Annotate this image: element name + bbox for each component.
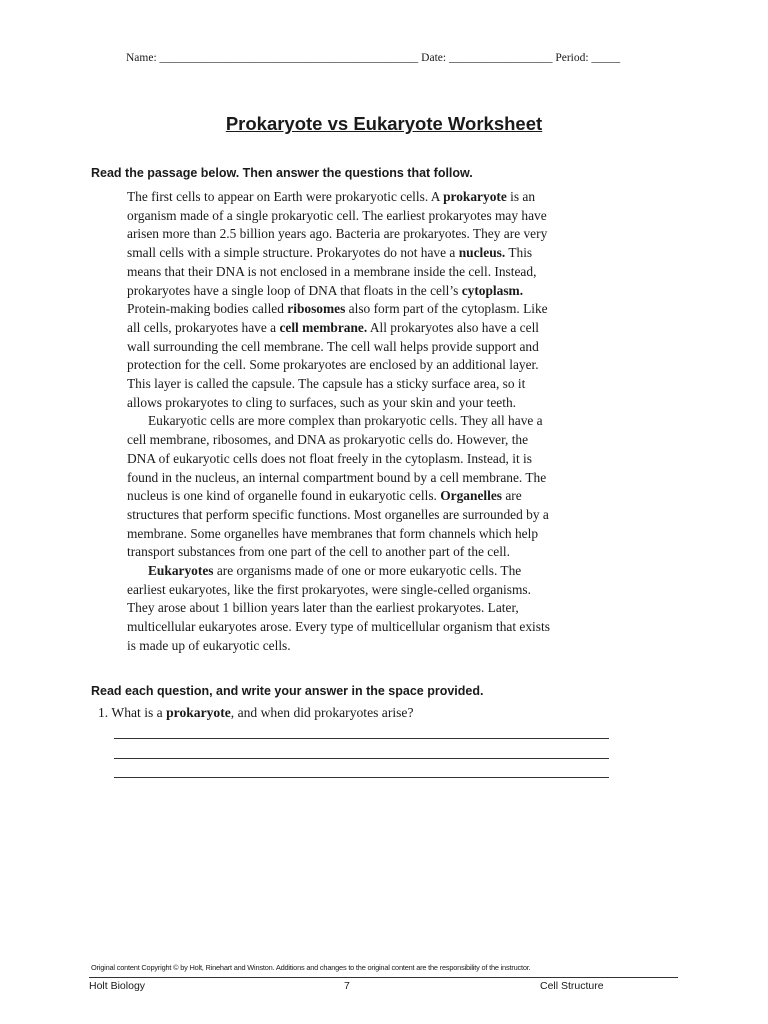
- copyright-notice: Original content Copyright © by Holt, Rinehart and Winston. Additions and changes to the original content are the responsibility of the instructor.: [91, 963, 531, 972]
- passage-text: This layer is called the capsule. The capsule has a sticky surface area, so it: [127, 376, 526, 392]
- passage-text: also form part of the cytoplasm. Like: [345, 301, 548, 317]
- passage-text: is an: [506, 189, 536, 204]
- passage-text: Protein-making bodies called: [127, 301, 288, 317]
- passage-text: DNA of eukaryotic cells does not float freely in the cytoplasm. Instead, it is: [127, 450, 532, 466]
- passage-line: [127, 319, 627, 338]
- passage-line: [127, 506, 627, 525]
- reading-passage: [127, 188, 627, 656]
- footer-publication: Holt Biology: [89, 980, 146, 992]
- passage-line: [127, 412, 627, 431]
- passage-line: [127, 487, 627, 506]
- passage-line: [127, 188, 627, 207]
- passage-line: [127, 207, 627, 226]
- passage-text: This: [505, 245, 533, 261]
- passage-text: organism made of a single prokaryotic cell. The earliest prokaryotes may have: [127, 207, 547, 223]
- passage-line: [127, 543, 627, 562]
- passage-text: nucleus is one kind of organelle found in eukaryotic cells.: [127, 488, 441, 504]
- passage-text: prokaryotes have a single loop of DNA that floats in the cell’s: [127, 282, 462, 298]
- date-label: Date:: [421, 52, 447, 64]
- passage-text: multicellular eukaryotes arose. Every type of multicellular organism that exists: [127, 619, 550, 635]
- passage-line: [127, 263, 627, 282]
- student-info-header: [126, 52, 646, 64]
- paragraph-eukaryotic-cells: [127, 412, 627, 562]
- passage-text: membrane. Some organelles have membranes that form channels which help: [127, 525, 539, 541]
- passage-text: protection for the cell. Some prokaryotes are enclosed by an additional layer.: [127, 357, 539, 373]
- footer-chapter: Cell Structure: [540, 980, 604, 992]
- name-label: Name:: [126, 52, 157, 64]
- passage-line: [127, 618, 627, 637]
- passage-text: is made up of eukaryotic cells.: [127, 637, 291, 653]
- passage-text: means that their DNA is not enclosed in a membrane inside the cell. Instead,: [127, 263, 537, 279]
- paragraph-prokaryotes: [127, 188, 627, 412]
- question-key-term: prokaryote: [166, 705, 231, 720]
- passage-line: [127, 599, 627, 618]
- passage-text: all cells, prokaryotes have a: [127, 319, 280, 335]
- passage-text: wall surrounding the cell membrane. The cell wall helps provide support and: [127, 338, 539, 354]
- footer-divider: [89, 977, 678, 978]
- period-label: Period:: [555, 52, 589, 64]
- name-blank[interactable]: _____________________________________________: [159, 52, 419, 64]
- worksheet-title: Prokaryote vs Eukaryote Worksheet: [225, 113, 543, 134]
- footer-page-number: 7: [344, 980, 350, 992]
- passage-line: [127, 375, 627, 394]
- passage-text: The first cells to appear on Earth were prokaryotic cells. A: [127, 189, 444, 204]
- passage-text: are organisms made of one or more eukaryotic cells. The: [213, 563, 522, 579]
- passage-line: [127, 637, 627, 656]
- question-number: 1.: [98, 705, 109, 720]
- passage-line: [127, 338, 627, 357]
- passage-line: [127, 525, 627, 544]
- passage-line: [127, 581, 627, 600]
- passage-line: [127, 562, 627, 581]
- passage-line: [127, 300, 627, 319]
- passage-text: arisen more than 2.5 billion years ago. Bacteria are prokaryotes. They are very: [127, 226, 548, 242]
- answer-line-3[interactable]: [114, 777, 609, 778]
- passage-text: Eukaryotic cells are more complex than prokaryotic cells. They all have a: [148, 413, 543, 429]
- passage-line: [127, 225, 627, 244]
- question-1: [98, 705, 638, 721]
- passage-text: are: [502, 488, 522, 504]
- answer-line-1[interactable]: [114, 738, 609, 739]
- passage-line: [127, 356, 627, 375]
- passage-text: earliest eukaryotes, like the first prokaryotes, were single-celled organisms.: [127, 581, 531, 597]
- key-term: ribosomes: [287, 301, 346, 317]
- passage-line: [127, 469, 627, 488]
- key-term: cell membrane.: [279, 319, 368, 335]
- date-blank[interactable]: __________________: [448, 52, 553, 64]
- key-term: nucleus.: [458, 245, 506, 261]
- key-term: Organelles: [440, 488, 502, 504]
- passage-line: [127, 431, 627, 450]
- passage-line: [127, 450, 627, 469]
- period-blank[interactable]: _____: [591, 52, 621, 64]
- answer-line-2[interactable]: [114, 758, 609, 759]
- passage-text: transport substances from one part of the cell to another part of the cell.: [127, 544, 510, 560]
- passage-line: [127, 394, 627, 413]
- passage-text: All prokaryotes also have a cell: [367, 319, 540, 335]
- passage-text: found in the nucleus, an internal compartment bound by a cell membrane. The: [127, 469, 547, 485]
- key-term: prokaryote: [443, 189, 507, 204]
- passage-line: [127, 244, 627, 263]
- passage-instruction: Read the passage below. Then answer the questions that follow.: [91, 166, 473, 180]
- passage-text: They arose about 1 billion years later than the earliest prokaryotes. Later,: [127, 600, 519, 616]
- passage-text: structures that perform specific functions. Most organelles are surrounded by a: [127, 506, 549, 522]
- key-term: cytoplasm.: [461, 282, 524, 298]
- passage-text: small cells with a simple structure. Prokaryotes do not have a: [127, 245, 459, 261]
- question-text-after: , and when did prokaryotes arise?: [230, 705, 414, 720]
- passage-text: cell membrane, ribosomes, and DNA as prokaryotic cells do. However, the: [127, 432, 529, 448]
- key-term: Eukaryotes: [148, 563, 214, 579]
- paragraph-eukaryotes: [127, 562, 627, 656]
- passage-text: allows prokaryotes to cling to surfaces, such as your skin and your teeth.: [127, 394, 516, 410]
- question-instruction: Read each question, and write your answer in the space provided.: [91, 684, 484, 698]
- question-text-before: What is a: [111, 705, 167, 720]
- passage-line: [127, 282, 627, 301]
